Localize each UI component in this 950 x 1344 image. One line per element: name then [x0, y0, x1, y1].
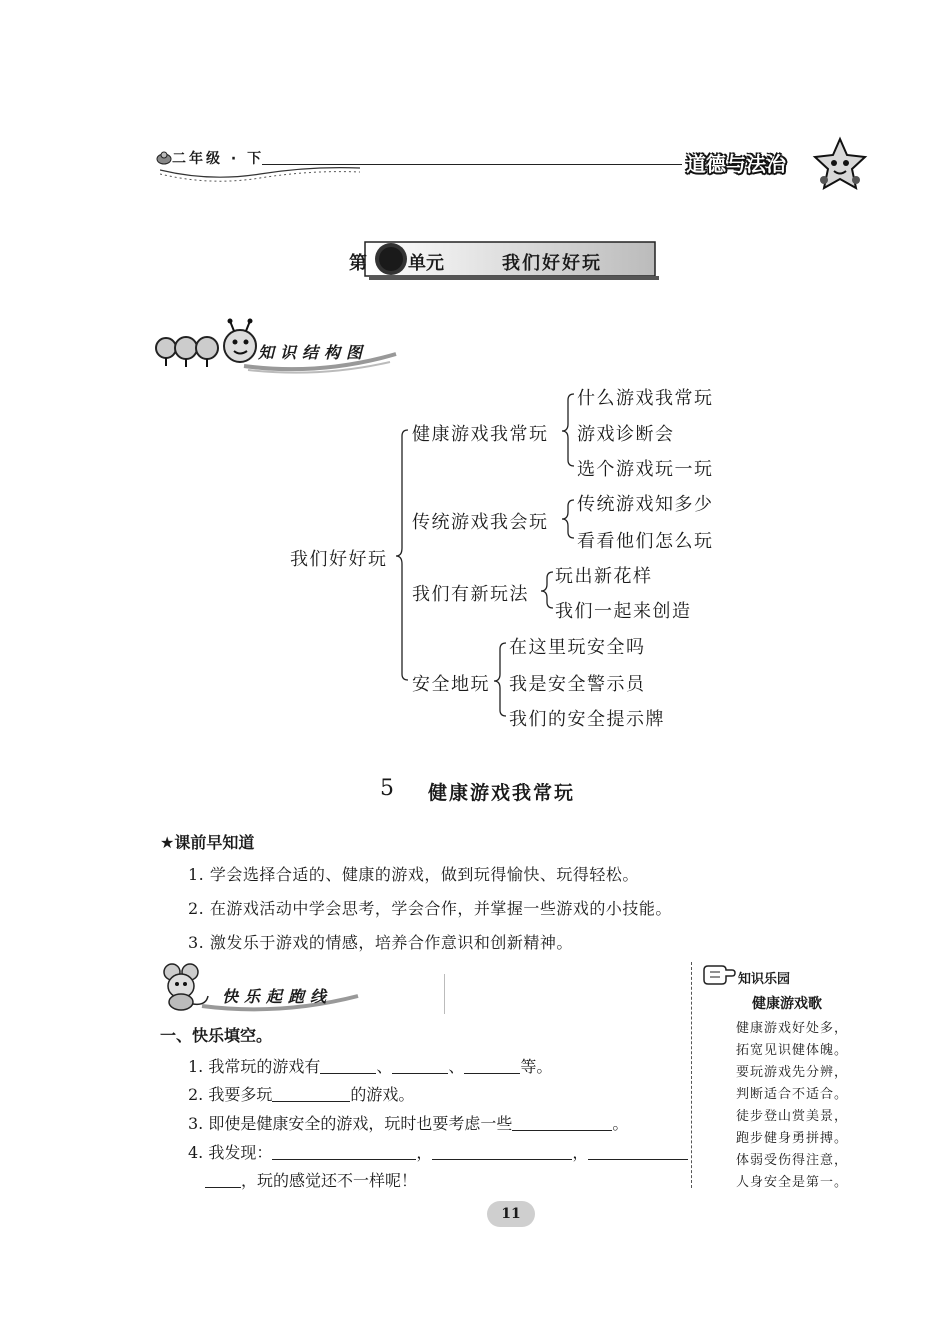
objective-item: 2. 在游戏活动中学会思考，学会合作，并掌握一些游戏的小技能。	[188, 899, 672, 918]
question-1-end: 等。	[520, 1057, 553, 1076]
preview-heading: ★课前早知道	[160, 833, 255, 852]
question-4	[188, 1140, 688, 1163]
tree-leaf: 看看他们怎么玩	[577, 531, 714, 552]
page-number: 11	[487, 1201, 535, 1227]
lesson-number: 5	[380, 776, 394, 801]
tree-branch: 传统游戏我会玩	[412, 512, 549, 533]
song-title: 健康游戏歌	[752, 996, 822, 1012]
header-grade: 二年级 · 下	[172, 151, 265, 167]
tree-leaf: 在这里玩安全吗	[509, 637, 646, 658]
tree-leaf: 我们一起来创造	[555, 601, 692, 622]
lesson-title: 健康游戏我常玩	[428, 782, 576, 804]
tree-leaf: 我们的安全提示牌	[509, 709, 665, 730]
pointing-hand-icon	[702, 964, 736, 986]
answer-blank[interactable]	[320, 1057, 376, 1074]
question-4-text: 4. 我发现：	[188, 1143, 273, 1162]
kuaile-badge-divider	[444, 974, 445, 1014]
song-line: 跑步健身勇拼搏。	[736, 1131, 849, 1146]
answer-blank[interactable]	[432, 1143, 572, 1160]
sidebar-heading: 知识乐园	[738, 972, 791, 987]
tree-root: 我们好好玩	[290, 549, 388, 570]
question-3	[188, 1111, 628, 1134]
tree-branch: 健康游戏我常玩	[412, 424, 549, 445]
song-line: 徒步登山赏美景，	[736, 1109, 849, 1124]
question-4-end: ，玩的感觉还不一样呢！	[241, 1171, 418, 1190]
question-3-end: 。	[612, 1114, 629, 1133]
separator: ，	[572, 1143, 589, 1162]
kuaile-badge-text: 快乐起跑线	[222, 987, 333, 1006]
header-subject: 道德与法治	[686, 152, 786, 176]
song-line: 要玩游戏先分辨，	[736, 1065, 849, 1080]
tree-leaf: 游戏诊断会	[577, 424, 675, 445]
tree-leaf: 选个游戏玩一玩	[577, 459, 714, 480]
question-2-text: 2. 我要多玩	[188, 1085, 273, 1104]
separator: 、	[448, 1057, 465, 1076]
song-line: 判断适合不适合。	[736, 1087, 849, 1102]
unit-suffix: 单元	[408, 253, 444, 274]
exercise-heading: 一、快乐填空。	[160, 1026, 273, 1045]
answer-blank[interactable]	[464, 1057, 520, 1074]
song-line: 拓宽见识健体魄。	[736, 1043, 849, 1058]
structure-badge-text: 知识结构图	[258, 343, 369, 362]
question-2	[188, 1082, 414, 1105]
answer-blank[interactable]	[588, 1143, 688, 1160]
objective-item: 3. 激发乐于游戏的情感，培养合作意识和创新精神。	[188, 933, 573, 952]
song-line: 体弱受伤得注意，	[736, 1153, 849, 1168]
unit-prefix: 第	[349, 253, 367, 274]
question-4-continued	[205, 1168, 417, 1191]
question-2-end: 的游戏。	[350, 1085, 415, 1104]
separator: ，	[416, 1143, 433, 1162]
unit-title: 我们好好玩	[502, 253, 602, 274]
answer-blank[interactable]	[392, 1057, 448, 1074]
answer-blank[interactable]	[512, 1114, 612, 1131]
answer-blank[interactable]	[272, 1085, 350, 1102]
sidebar-divider	[691, 962, 692, 1188]
tree-branch: 我们有新玩法	[412, 584, 529, 605]
song-line: 人身安全是第一。	[736, 1175, 849, 1190]
objective-item: 1. 学会选择合适的、健康的游戏，做到玩得愉快、玩得轻松。	[188, 865, 639, 884]
question-3-text: 3. 即使是健康安全的游戏，玩时也要考虑一些	[188, 1114, 513, 1133]
question-1-text: 1. 我常玩的游戏有	[188, 1057, 321, 1076]
separator: 、	[376, 1057, 393, 1076]
question-1	[188, 1054, 552, 1077]
tree-branch: 安全地玩	[412, 674, 490, 695]
tree-leaf: 什么游戏我常玩	[577, 388, 714, 409]
tree-leaf: 玩出新花样	[555, 566, 653, 587]
tree-leaf: 我是安全警示员	[509, 674, 646, 695]
song-line: 健康游戏好处多，	[736, 1021, 849, 1036]
answer-blank[interactable]	[272, 1143, 416, 1160]
answer-blank[interactable]	[205, 1171, 241, 1188]
tree-leaf: 传统游戏知多少	[577, 494, 714, 515]
